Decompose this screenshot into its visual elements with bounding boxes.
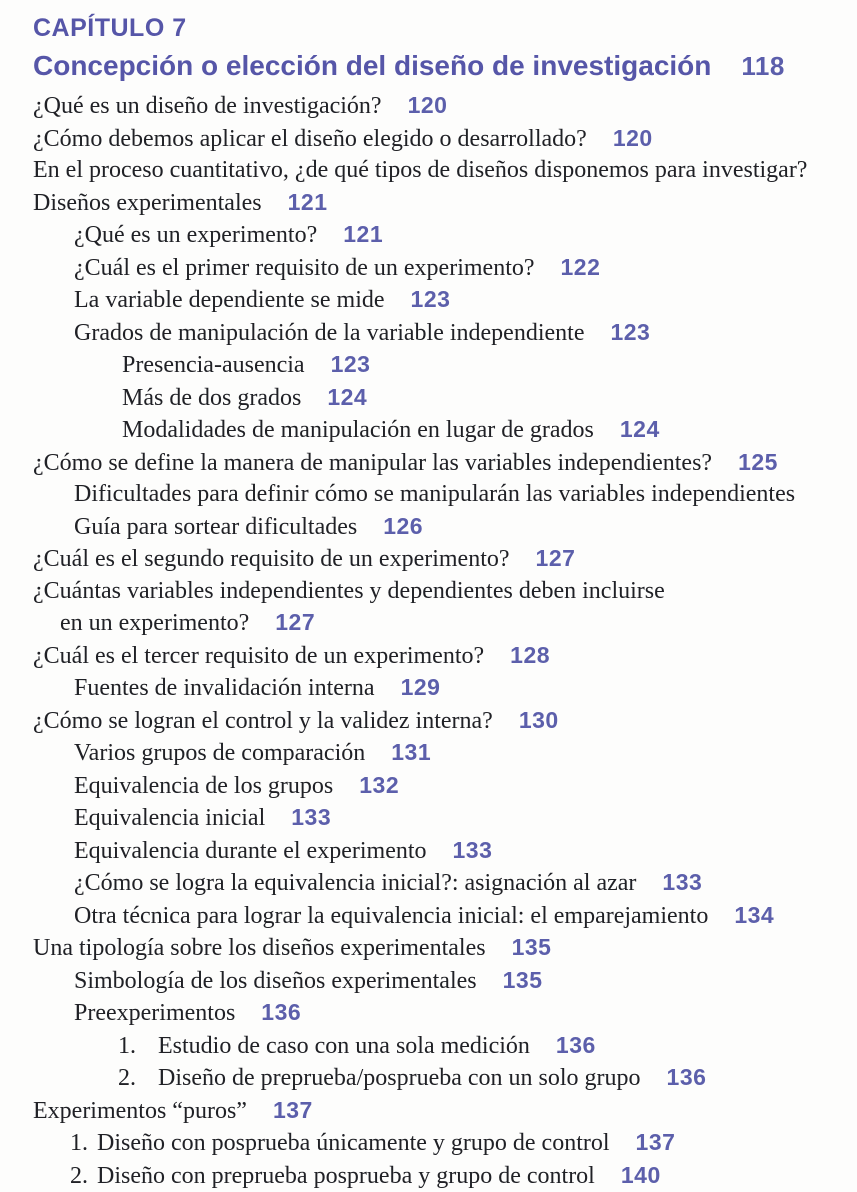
toc-entry-label: En el proceso cuantitativo, ¿de qué tipos de diseños disponemos para investigar? bbox=[33, 157, 807, 183]
toc-entry bbox=[33, 511, 857, 544]
toc-entry-page-number: 131 bbox=[391, 739, 431, 765]
toc-entry bbox=[33, 737, 857, 770]
toc-entry bbox=[33, 867, 857, 900]
toc-entry-label: Presencia-ausencia bbox=[122, 352, 305, 378]
toc-entry bbox=[33, 965, 857, 998]
toc-entry-page-number: 127 bbox=[275, 609, 315, 635]
toc-entry bbox=[33, 155, 857, 187]
toc-entry-page-number: 133 bbox=[662, 869, 702, 895]
toc-entry-label: La variable dependiente se mide bbox=[74, 287, 385, 313]
toc-entry-page-number: 140 bbox=[621, 1162, 661, 1188]
toc-entry-label: ¿Qué es un experimento? bbox=[74, 222, 317, 248]
toc-entry-page-number: 125 bbox=[738, 449, 778, 475]
toc-entry-label: ¿Cuál es el primer requisito de un experimento? bbox=[74, 255, 535, 281]
toc-entry-page-number: 121 bbox=[343, 221, 383, 247]
toc-entry-page-number: 130 bbox=[519, 707, 559, 733]
toc-entry bbox=[33, 382, 857, 415]
toc-entry bbox=[33, 672, 857, 705]
toc-entry-label: Diseño de preprueba/posprueba con un solo grupo bbox=[158, 1065, 641, 1091]
toc-entry bbox=[33, 1127, 857, 1160]
toc-entry-page-number: 123 bbox=[331, 351, 371, 377]
toc-entry bbox=[33, 219, 857, 252]
toc-list bbox=[33, 90, 857, 1192]
toc-entry-number: 2. bbox=[118, 1063, 158, 1095]
toc-entry-label: Equivalencia inicial bbox=[74, 805, 265, 831]
toc-entry bbox=[33, 1062, 857, 1095]
toc-entry bbox=[33, 640, 857, 673]
toc-entry bbox=[33, 349, 857, 382]
toc-entry-page-number: 120 bbox=[613, 125, 653, 151]
toc-entry-label: Diseños experimentales bbox=[33, 190, 262, 216]
toc-entry-page-number: 136 bbox=[556, 1032, 596, 1058]
toc-entry bbox=[33, 447, 857, 480]
toc-entry-label: ¿Cuál es el tercer requisito de un experimento? bbox=[33, 643, 484, 669]
toc-entry bbox=[33, 90, 857, 123]
toc-entry bbox=[33, 252, 857, 285]
toc-entry-page-number: 137 bbox=[273, 1097, 313, 1123]
chapter-title: Concepción o elección del diseño de investigación bbox=[33, 46, 711, 86]
chapter-header bbox=[33, 10, 857, 86]
toc-entry bbox=[33, 187, 857, 220]
toc-entry-label: Fuentes de invalidación interna bbox=[74, 675, 375, 701]
toc-entry-page-number: 128 bbox=[510, 642, 550, 668]
toc-entry bbox=[33, 900, 857, 933]
toc-entry-label: ¿Cómo se logran el control y la validez interna? bbox=[33, 708, 493, 734]
toc-entry bbox=[33, 770, 857, 803]
toc-entry-number: 1. bbox=[118, 1031, 158, 1063]
toc-entry bbox=[33, 414, 857, 447]
toc-entry-label: en un experimento? bbox=[60, 610, 249, 636]
toc-entry bbox=[33, 1095, 857, 1128]
toc-entry bbox=[33, 1160, 857, 1192]
toc-entry-page-number: 123 bbox=[610, 319, 650, 345]
toc-entry-label: ¿Cuál es el segundo requisito de un experimento? bbox=[33, 546, 510, 572]
toc-entry bbox=[33, 997, 857, 1030]
toc-entry bbox=[33, 284, 857, 317]
toc-entry-label: Equivalencia de los grupos bbox=[74, 773, 333, 799]
toc-entry bbox=[33, 607, 857, 640]
toc-entry-label: Estudio de caso con una sola medición bbox=[158, 1033, 530, 1059]
toc-entry-label: Grados de manipulación de la variable independiente bbox=[74, 320, 584, 346]
toc-entry-page-number: 121 bbox=[288, 189, 328, 215]
toc-entry-label: Experimentos “puros” bbox=[33, 1098, 247, 1124]
toc-entry-label: Preexperimentos bbox=[74, 1000, 235, 1026]
toc-entry-label: ¿Qué es un diseño de investigación? bbox=[33, 93, 382, 119]
toc-entry-label: Simbología de los diseños experimentales bbox=[74, 968, 477, 994]
toc-entry-page-number: 135 bbox=[503, 967, 543, 993]
toc-entry-label: Una tipología sobre los diseños experimentales bbox=[33, 935, 486, 961]
toc-entry bbox=[33, 705, 857, 738]
toc-entry-page-number: 133 bbox=[291, 804, 331, 830]
toc-entry-label: Otra técnica para lograr la equivalencia inicial: el emparejamiento bbox=[74, 903, 708, 929]
toc-entry-page-number: 126 bbox=[383, 513, 423, 539]
toc-entry bbox=[33, 576, 857, 608]
toc-entry-label: Más de dos grados bbox=[122, 385, 301, 411]
toc-entry-page-number: 124 bbox=[620, 416, 660, 442]
toc-entry-label: Varios grupos de comparación bbox=[74, 740, 365, 766]
toc-entry-page-number: 134 bbox=[734, 902, 774, 928]
toc-entry bbox=[33, 479, 857, 511]
toc-entry-label: Modalidades de manipulación en lugar de grados bbox=[122, 417, 594, 443]
toc-entry-page-number: 123 bbox=[411, 286, 451, 312]
toc-entry-label: Dificultades para definir cómo se manipularán las variables independientes bbox=[74, 481, 795, 507]
toc-entry bbox=[33, 835, 857, 868]
toc-entry-label: ¿Cómo se logra la equivalencia inicial?: asignación al azar bbox=[74, 870, 636, 896]
toc-entry-page-number: 136 bbox=[667, 1064, 707, 1090]
toc-entry-label: Diseño con preprueba posprueba y grupo de control bbox=[97, 1163, 595, 1189]
chapter-label: CAPÍTULO 7 bbox=[33, 10, 857, 46]
toc-entry-label: Guía para sortear dificultades bbox=[74, 514, 357, 540]
toc-entry-page-number: 132 bbox=[359, 772, 399, 798]
toc-entry-label: Equivalencia durante el experimento bbox=[74, 838, 427, 864]
toc-entry-page-number: 127 bbox=[536, 545, 576, 571]
toc-entry-page-number: 133 bbox=[453, 837, 493, 863]
toc-entry-page-number: 136 bbox=[261, 999, 301, 1025]
chapter-title-row bbox=[33, 46, 857, 86]
toc-entry-label: Diseño con posprueba únicamente y grupo de control bbox=[97, 1130, 610, 1156]
toc-entry-page-number: 120 bbox=[408, 92, 448, 118]
toc-entry-number: 2. bbox=[70, 1161, 97, 1192]
chapter-page-number: 118 bbox=[741, 46, 784, 86]
toc-entry bbox=[33, 802, 857, 835]
toc-entry-page-number: 124 bbox=[327, 384, 367, 410]
toc-entry bbox=[33, 932, 857, 965]
toc-entry bbox=[33, 123, 857, 156]
toc-entry-label: ¿Cómo se define la manera de manipular las variables independientes? bbox=[33, 450, 712, 476]
toc-entry bbox=[33, 543, 857, 576]
toc-entry-label: ¿Cuántas variables independientes y dependientes deben incluirse bbox=[33, 578, 665, 604]
toc-entry bbox=[33, 317, 857, 350]
toc-entry bbox=[33, 1030, 857, 1063]
toc-entry-page-number: 129 bbox=[401, 674, 441, 700]
toc-entry-label: ¿Cómo debemos aplicar el diseño elegido o desarrollado? bbox=[33, 126, 587, 152]
toc-entry-page-number: 122 bbox=[561, 254, 601, 280]
toc-entry-number: 1. bbox=[70, 1128, 97, 1160]
toc-entry-page-number: 135 bbox=[512, 934, 552, 960]
toc-entry-page-number: 137 bbox=[636, 1129, 676, 1155]
